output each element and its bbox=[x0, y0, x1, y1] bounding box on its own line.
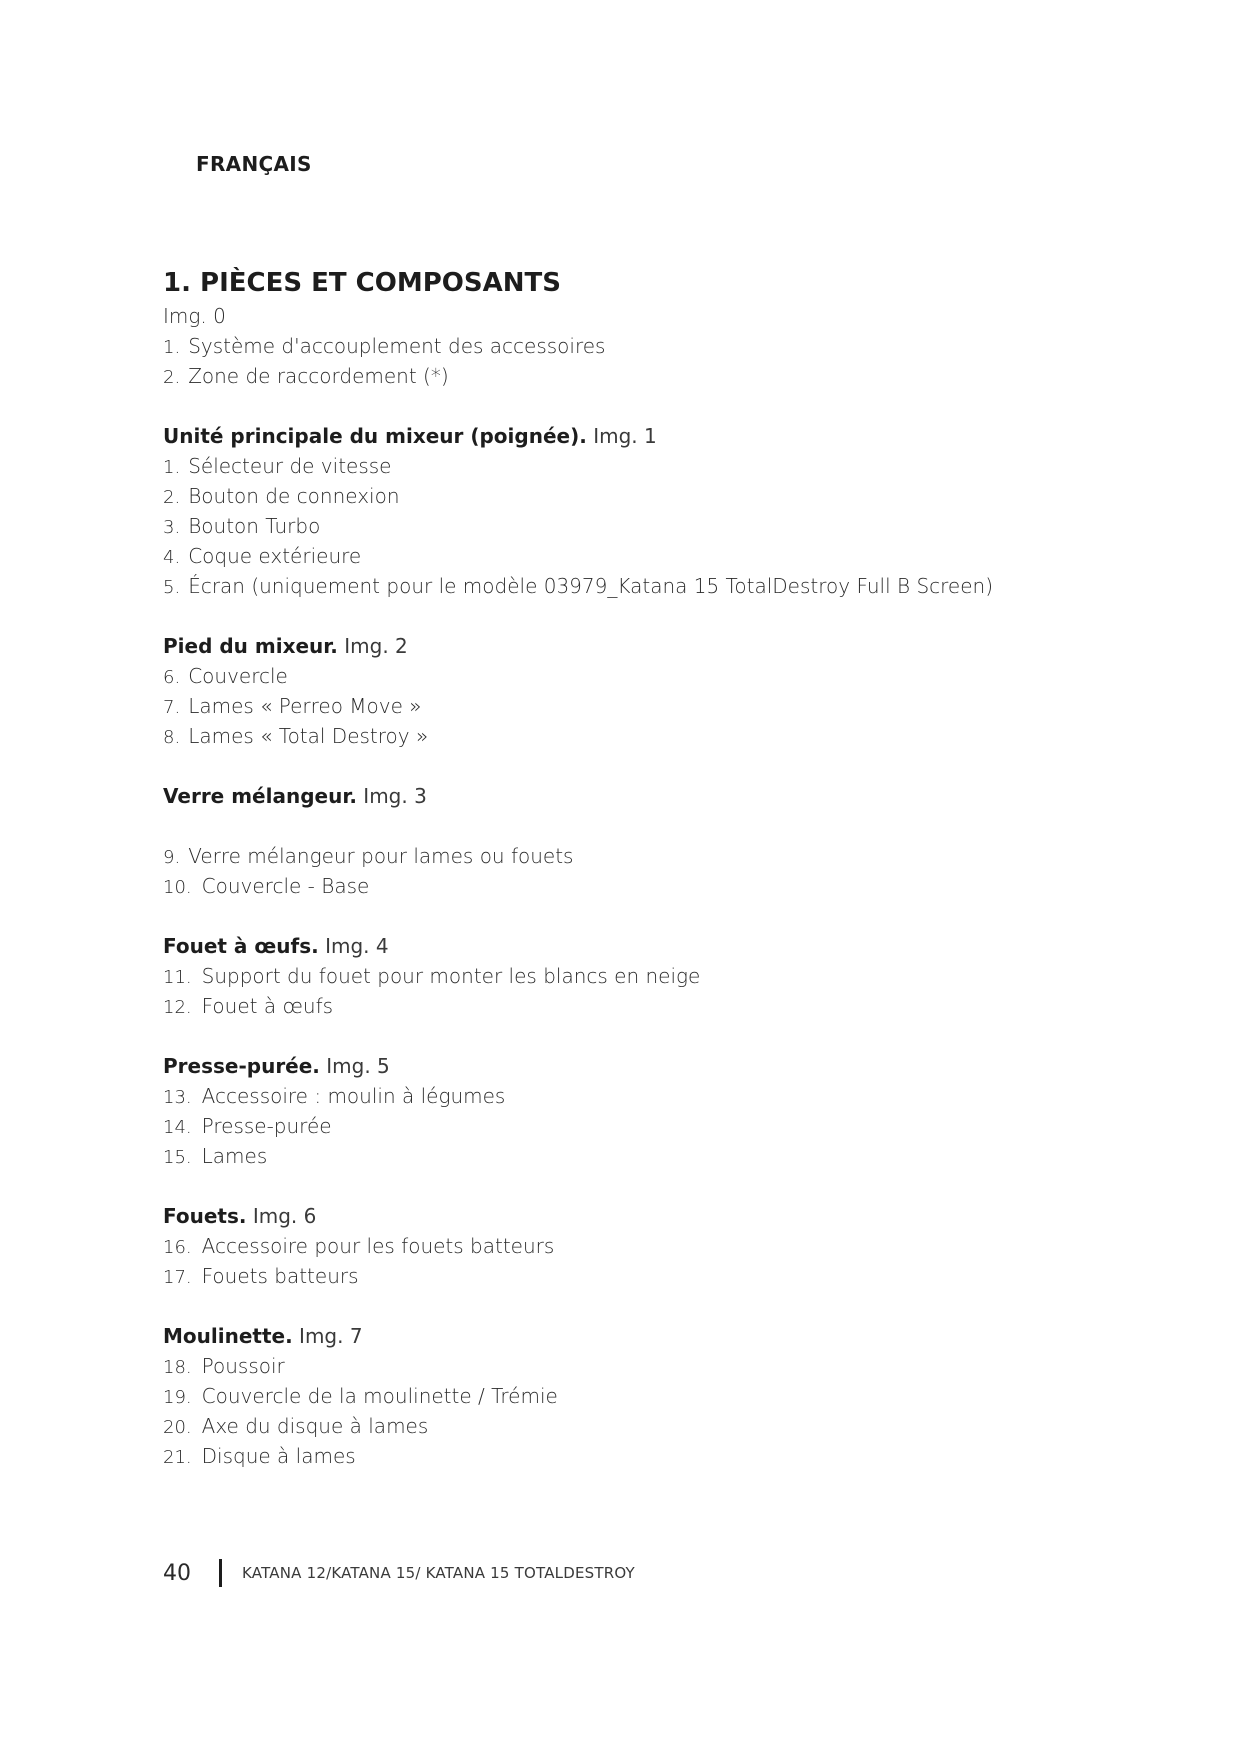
item-text: Disque à lames bbox=[201, 1444, 356, 1468]
list-item bbox=[163, 961, 1063, 991]
item-text: Couvercle - Base bbox=[201, 874, 370, 898]
page-number: 40 bbox=[163, 1560, 191, 1586]
language-label: FRANÇAIS bbox=[196, 152, 312, 176]
item-text: Verre mélangeur pour lames ou fouets bbox=[188, 844, 574, 868]
item-text: Accessoire : moulin à légumes bbox=[201, 1084, 506, 1108]
list-item bbox=[163, 1111, 1063, 1141]
item-text: Presse-purée bbox=[201, 1114, 332, 1138]
section-img-ref: Img. 0 bbox=[163, 304, 226, 328]
item-number: 10. bbox=[163, 877, 192, 898]
item-number: 19. bbox=[163, 1387, 192, 1408]
footer-divider bbox=[219, 1559, 222, 1587]
list-item bbox=[163, 1261, 1063, 1291]
footer-product-name: KATANA 12/KATANA 15/ KATANA 15 TOTALDESTROY bbox=[242, 1564, 635, 1582]
group-title: Presse-purée. bbox=[163, 1054, 320, 1078]
item-text: Sélecteur de vitesse bbox=[188, 454, 392, 478]
group-img-ref: Img. 2 bbox=[344, 634, 408, 658]
list-item bbox=[163, 691, 1063, 721]
list-item bbox=[163, 841, 1063, 871]
list-item bbox=[163, 991, 1063, 1021]
group-img-ref: Img. 7 bbox=[299, 1324, 363, 1348]
item-text: Couvercle de la moulinette / Trémie bbox=[201, 1384, 558, 1408]
group-title: Moulinette. bbox=[163, 1324, 293, 1348]
item-text: Zone de raccordement (*) bbox=[188, 364, 449, 388]
group-title: Fouets. bbox=[163, 1204, 247, 1228]
item-number: 16. bbox=[163, 1237, 192, 1258]
item-number: 5. bbox=[163, 577, 181, 598]
item-number: 9. bbox=[163, 847, 181, 868]
group-heading bbox=[163, 1321, 1063, 1351]
item-text: Accessoire pour les fouets batteurs bbox=[201, 1234, 555, 1258]
item-number: 17. bbox=[163, 1267, 192, 1288]
list-item bbox=[163, 1141, 1063, 1171]
section-title: 1. PIÈCES ET COMPOSANTS bbox=[163, 268, 561, 298]
item-text: Système d'accouplement des accessoires bbox=[188, 334, 606, 358]
group-title: Pied du mixeur. bbox=[163, 634, 338, 658]
item-text: Lames bbox=[201, 1144, 268, 1168]
item-text: Fouets batteurs bbox=[201, 1264, 359, 1288]
item-text: Écran (uniquement pour le modèle 03979_Katana 15 TotalDestroy Full B Screen) bbox=[188, 574, 994, 598]
item-text: Coque extérieure bbox=[188, 544, 362, 568]
group-heading bbox=[163, 631, 1063, 661]
item-text: Couvercle bbox=[188, 664, 288, 688]
group-heading bbox=[163, 1201, 1063, 1231]
list-item bbox=[163, 1081, 1063, 1111]
list-item bbox=[163, 511, 1063, 541]
group-img-ref: Img. 3 bbox=[363, 784, 427, 808]
item-text: Bouton de connexion bbox=[188, 484, 400, 508]
page-footer bbox=[163, 1557, 635, 1589]
group-heading bbox=[163, 931, 1063, 961]
list-item bbox=[163, 1231, 1063, 1261]
item-number: 20. bbox=[163, 1417, 192, 1438]
item-number: 14. bbox=[163, 1117, 192, 1138]
group-heading bbox=[163, 1051, 1063, 1081]
group-title: Fouet à œufs. bbox=[163, 934, 319, 958]
item-number: 4. bbox=[163, 547, 181, 568]
list-item bbox=[163, 1441, 1063, 1471]
list-item bbox=[163, 541, 1063, 571]
list-item bbox=[163, 571, 1063, 601]
list-item bbox=[163, 451, 1063, 481]
item-text: Lames « Total Destroy » bbox=[188, 724, 429, 748]
group-heading bbox=[163, 781, 1063, 811]
list-item bbox=[163, 1351, 1063, 1381]
group-img-ref: Img. 6 bbox=[252, 1204, 317, 1228]
item-text: Bouton Turbo bbox=[188, 514, 321, 538]
list-item bbox=[163, 1411, 1063, 1441]
list-item bbox=[163, 481, 1063, 511]
list-item bbox=[163, 331, 1063, 361]
item-number: 8. bbox=[163, 727, 181, 748]
item-number: 1. bbox=[163, 457, 181, 478]
item-text: Support du fouet pour monter les blancs en neige bbox=[201, 964, 701, 988]
item-text: Lames « Perreo Move » bbox=[188, 694, 422, 718]
item-number: 3. bbox=[163, 517, 181, 538]
page-content bbox=[163, 265, 1063, 1471]
group-img-ref: Img. 1 bbox=[593, 424, 657, 448]
group-title: Verre mélangeur. bbox=[163, 784, 357, 808]
list-item bbox=[163, 361, 1063, 391]
item-number: 21. bbox=[163, 1447, 192, 1468]
group-title: Unité principale du mixeur (poignée). bbox=[163, 424, 587, 448]
list-item bbox=[163, 1381, 1063, 1411]
item-number: 11. bbox=[163, 967, 192, 988]
item-number: 6. bbox=[163, 667, 181, 688]
item-number: 18. bbox=[163, 1357, 192, 1378]
group-img-ref: Img. 4 bbox=[325, 934, 389, 958]
item-number: 7. bbox=[163, 697, 181, 718]
item-number: 13. bbox=[163, 1087, 192, 1108]
list-item bbox=[163, 661, 1063, 691]
item-number: 2. bbox=[163, 487, 181, 508]
group-heading bbox=[163, 421, 1063, 451]
item-number: 2. bbox=[163, 367, 181, 388]
list-item bbox=[163, 871, 1063, 901]
list-item bbox=[163, 721, 1063, 751]
item-number: 12. bbox=[163, 997, 192, 1018]
item-text: Poussoir bbox=[201, 1354, 285, 1378]
item-text: Fouet à œufs bbox=[201, 994, 334, 1018]
item-text: Axe du disque à lames bbox=[201, 1414, 429, 1438]
item-number: 1. bbox=[163, 337, 181, 358]
group-img-ref: Img. 5 bbox=[326, 1054, 390, 1078]
item-number: 15. bbox=[163, 1147, 192, 1168]
